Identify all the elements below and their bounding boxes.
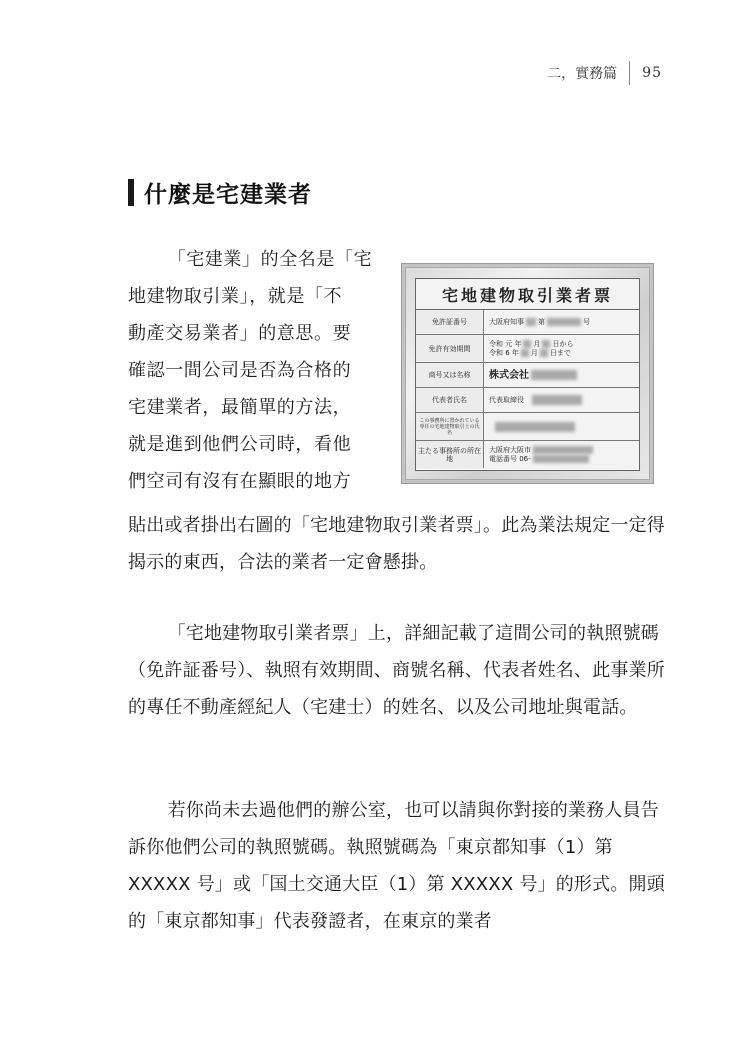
paragraph-1-line: 們空司有沒有在顯眼的地方 [128, 471, 352, 492]
blurred-text [526, 318, 536, 326]
paragraph-2: 「宅地建物取引業者票」上，詳細記載了這間公司的執照號碼（免許証番号）、執照有效期間、商號名稱、代表者姓名、此事業所的專任不動產經紀人（宅建士）的姓名、以及公司地址與電話。 [128, 623, 665, 718]
plate-text: 大阪府知事 [489, 317, 524, 326]
plate-text: 号 [583, 317, 590, 326]
paragraph-1 [128, 241, 380, 500]
plate-text: 令和 6 年 [489, 348, 519, 357]
blurred-text [533, 455, 589, 463]
plate-label: 代表者氏名 [416, 388, 484, 412]
plate-text: 第 [538, 317, 545, 326]
blurred-text [547, 318, 581, 326]
plate-text: 代表取締役 [489, 395, 524, 404]
section-heading [128, 176, 312, 209]
paragraph-3: 若你尚未去過他們的辦公室，也可以請與你對接的業務人員告訴你他們公司的執照號碼。執照號碼為「東京都知事（1）第 XXXXX 号」或「国土交通大臣（1）第 XXXXX 号」的形式。開頭的「東京都知事」代表發證者，在東京的業者 [128, 800, 665, 932]
plate-value [484, 363, 639, 387]
plate-text: 電話番号 06- [489, 454, 531, 463]
paragraph-1-line: 確認一間公司是否為合格的 [128, 360, 352, 381]
plate-row-address [416, 441, 639, 468]
blurred-text [533, 446, 593, 454]
plate-label: 商号又は名称 [416, 363, 484, 387]
heading-bar [128, 179, 134, 206]
paragraph-1-line: 「宅建業」的全名是「宅 [167, 249, 373, 270]
blurred-text [542, 340, 550, 348]
blurred-text [495, 422, 575, 432]
plate-row-representative [416, 388, 639, 413]
plate-text: 日まで [549, 348, 571, 357]
blurred-text [532, 395, 582, 405]
running-header [547, 60, 662, 86]
plate-label: この事務所に置かれている専任の宅地建物取引士の氏名 [416, 413, 484, 440]
plate-text: 月 [530, 348, 538, 357]
paragraph-1-continued: 貼出或者掛出右圖的「宅地建物取引業者票」。此為業法規定一定得揭示的東西，合法的業者一定會懸掛。 [128, 515, 665, 573]
plate-text: 月 [533, 339, 541, 348]
plate-value [484, 310, 639, 334]
plate-label: 免許有効期間 [416, 335, 484, 362]
license-plate-figure [401, 263, 654, 484]
plate-text: 株式会社 [489, 369, 529, 381]
blurred-text [521, 349, 529, 357]
blurred-text [540, 349, 548, 357]
plate-row-license-number [416, 310, 639, 335]
plate-text: 令和 元 年 [489, 339, 522, 348]
plate-text: 日から [552, 339, 574, 348]
plate-value [484, 335, 639, 362]
plate-row-validity [416, 335, 639, 363]
plate-title: 宅地建物取引業者票 [416, 279, 639, 310]
page-number: 95 [642, 65, 662, 81]
plate-value [484, 413, 639, 440]
plate-row-licensed-agent [416, 413, 639, 441]
blurred-text [531, 370, 577, 380]
license-plate-board [415, 278, 640, 471]
plate-label: 主たる事務所の所在地 [416, 441, 484, 468]
paragraph-1-line: 宅建業者，最簡單的方法， [128, 397, 352, 418]
heading-text: 什麼是宅建業者 [144, 182, 312, 208]
section-title: 二，實務篇 [547, 66, 618, 82]
paragraph-1-line: 動產交易業者」的意思。要 [128, 323, 352, 344]
blurred-text [523, 340, 531, 348]
plate-label: 免許証番号 [416, 310, 484, 334]
paragraph-1-line: 地建物取引業」，就是「不 [128, 286, 343, 307]
paragraph-1-line: 就是進到他們公司時，看他 [128, 434, 352, 455]
plate-value [484, 388, 639, 412]
plate-row-company-name [416, 363, 639, 388]
plate-value [484, 441, 639, 468]
plate-text: 大阪府大阪市 [489, 445, 531, 454]
